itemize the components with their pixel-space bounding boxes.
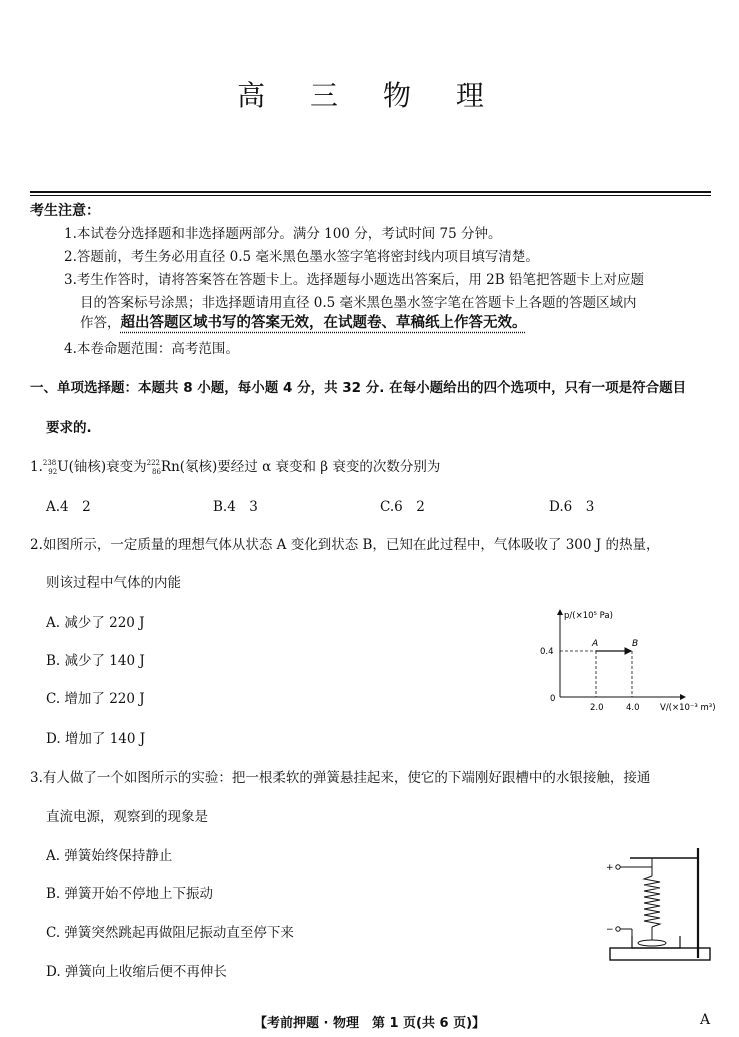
spring-coil [644, 876, 660, 927]
q1-option-d: D.6 3 [549, 499, 595, 515]
paper-version-label: A [700, 1012, 711, 1028]
notice-line-2: 2.答题前，考生务必用直径 0.5 毫米黑色墨水签字笔将密封线内项目填写清楚。 [64, 249, 539, 265]
q2-option-a: A. 减少了 220 J [46, 615, 145, 631]
question-2-line-2: 则该过程中气体的内能 [46, 575, 181, 591]
q1-text-part2: Rn(氡核)要经过 α 衰变和 β 衰变的次数分别为 [160, 459, 441, 475]
notice-line-1: 1.本试卷分选择题和非选择题两部分。满分 100 分，考试时间 75 分钟。 [64, 226, 502, 242]
question-1 [30, 455, 440, 475]
notice-emphasis: 超出答题区域书写的答案无效，在试题卷、草稿纸上作答无效。 [120, 315, 527, 331]
section-heading: 一、单项选择题：本题共 8 小题，每小题 4 分，共 32 分. 在每小题给出的四个选项中，只有一项是符合题目 [30, 380, 687, 396]
x-tick-label-1: 2.0 [590, 703, 604, 713]
x-axis-label: V/(×10⁻³ m³) [660, 703, 716, 713]
divider-thin [30, 195, 711, 196]
base-plate [610, 948, 710, 960]
q3-option-a: A. 弹簧始终保持静止 [46, 848, 173, 864]
pv-graph [530, 604, 725, 716]
q2-option-d: D. 增加了 140 J [46, 731, 146, 747]
question-2-line-1: 2.如图所示，一定质量的理想气体从状态 A 变化到状态 B，已知在此过程中，气体吸收了 300 J 的热量， [30, 537, 660, 553]
q2-option-b: B. 减少了 140 J [46, 653, 145, 669]
q1-option-b: B.4 3 [213, 499, 258, 515]
minus-terminal-label: − [606, 925, 614, 935]
notice-heading: 考生注意： [30, 203, 100, 219]
q1-text-part1: U(铀核)衰变为 [57, 459, 147, 475]
y-axis-label: p/(×10⁵ Pa) [564, 611, 613, 621]
notice-line-3-end [80, 311, 527, 332]
u-mass-number: 238 [42, 459, 57, 467]
notice-line-4: 4.本卷命题范围：高考范围。 [64, 341, 239, 357]
q2-option-c: C. 增加了 220 J [46, 691, 145, 707]
mercury-surface [638, 940, 666, 946]
q3-option-b: B. 弹簧开始不停地上下振动 [46, 886, 214, 902]
minus-terminal [616, 927, 620, 931]
q1-option-a: A.4 2 [46, 499, 91, 515]
x-tick-label-2: 4.0 [626, 703, 640, 713]
plus-terminal-label: + [606, 863, 614, 873]
q3-option-c: C. 弹簧突然跳起再做阻尼振动直至停下来 [46, 925, 294, 941]
notice-line-3-cont: 目的答案标号涂黑；非选择题请用直径 0.5 毫米黑色墨水签字笔在答题卡上各题的答题区域内 [80, 295, 637, 311]
divider-thick [30, 191, 711, 193]
q1-option-c: C.6 2 [380, 499, 425, 515]
origin-label: 0 [550, 694, 556, 704]
q3-option-d: D. 弹簧向上收缩后便不再伸长 [46, 964, 227, 980]
rn-atomic-number: 86 [151, 468, 161, 476]
plus-terminal [616, 865, 620, 869]
notice-line-3-tail: 作答， [80, 315, 121, 331]
q1-number: 1. [30, 459, 43, 475]
u-atomic-number: 92 [48, 468, 58, 476]
y-tick-label: 0.4 [540, 647, 554, 657]
notice-line-3: 3.考生作答时，请将答案答在答题卡上。选择题每小题选出答案后，用 2B 铅笔把答题卡上对应题 [64, 272, 644, 288]
spring-apparatus [600, 840, 715, 965]
point-a-label: A [592, 639, 599, 649]
question-3-line-1: 3.有人做了一个如图所示的实验：把一根柔软的弹簧悬挂起来，使它的下端刚好跟槽中的水银接触，接通 [30, 770, 651, 786]
point-b-label: B [632, 639, 639, 649]
question-3-line-2: 直流电源，观察到的现象是 [46, 809, 208, 825]
page-title: 高 三 物 理 [237, 79, 502, 112]
page-footer: 【考前押题 · 物理 第 1 页(共 6 页)】 [253, 1016, 486, 1031]
section-heading-cont: 要求的. [46, 420, 92, 436]
rn-mass-number: 222 [146, 459, 160, 467]
